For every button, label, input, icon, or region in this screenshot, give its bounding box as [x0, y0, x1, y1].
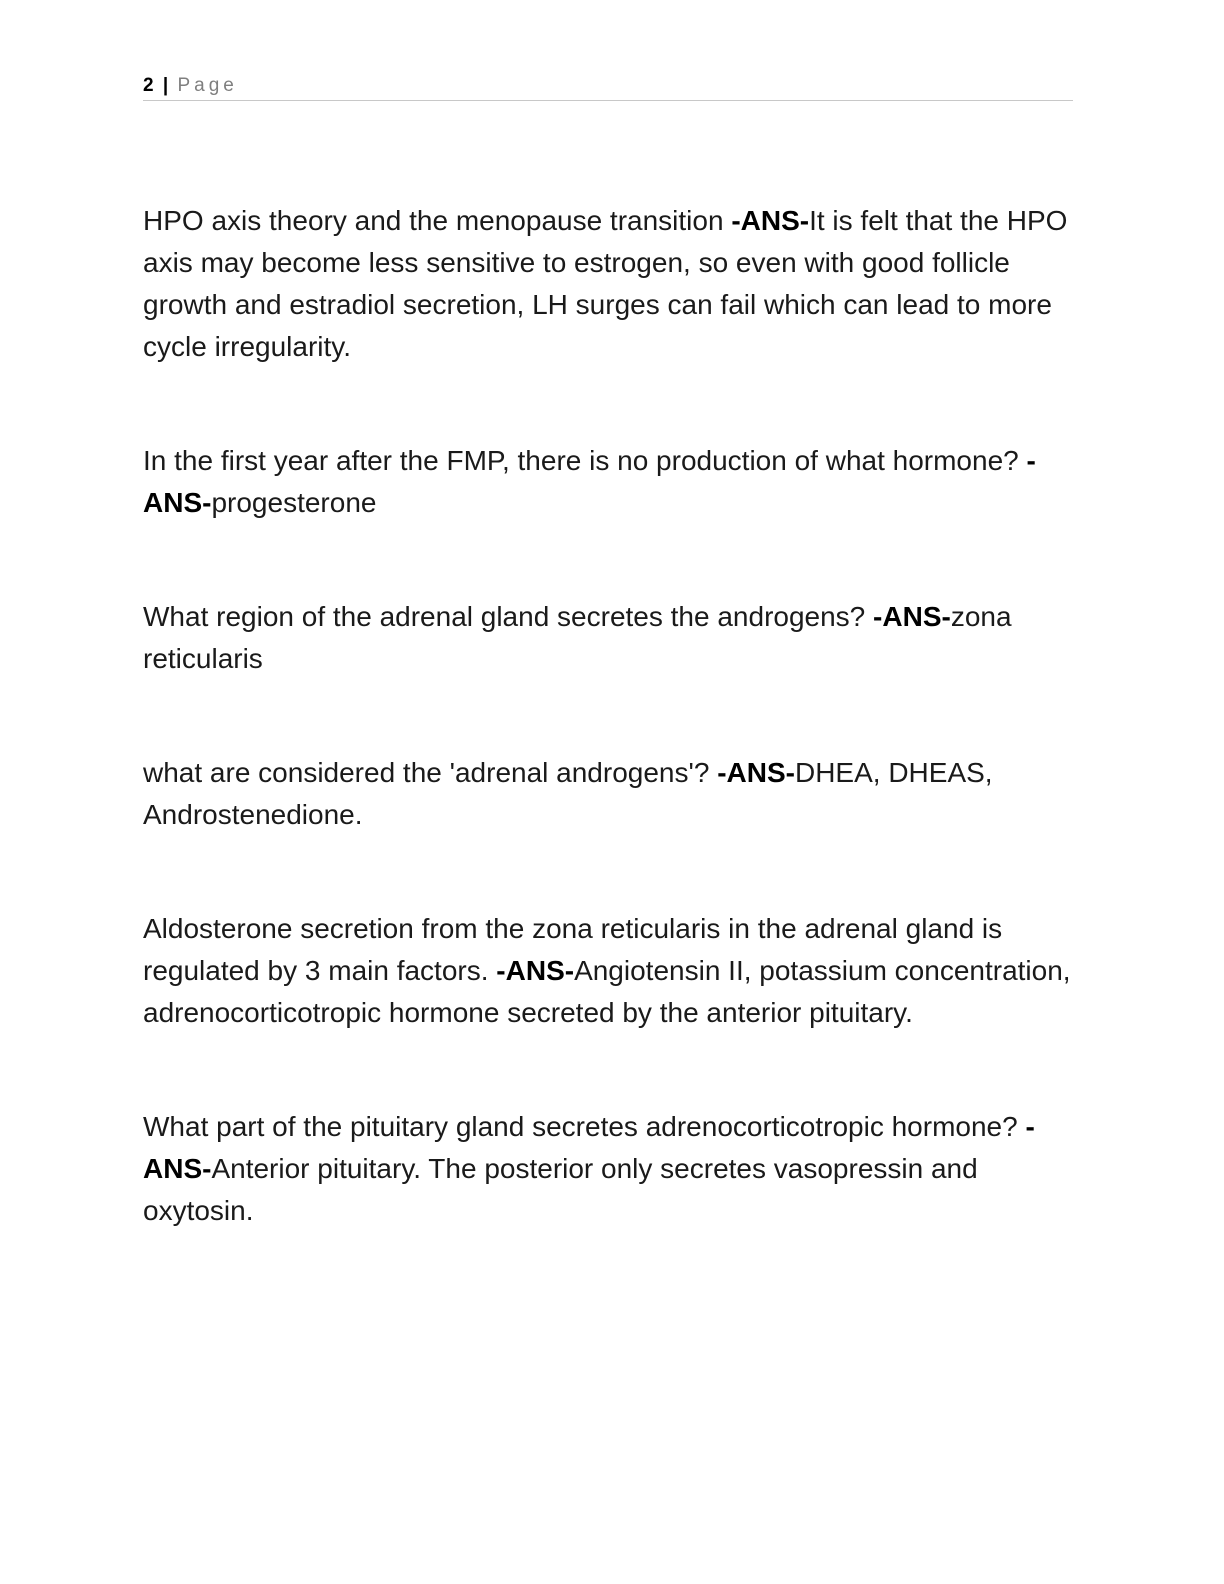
question-text: What part of the pituitary gland secretes adrenocorticotropic hormone?: [143, 1111, 1026, 1142]
qa-list: [143, 200, 1078, 1232]
qa-entry: [143, 200, 1078, 368]
answer-text: progesterone: [211, 487, 377, 518]
question-text: what are considered the 'adrenal androgens'?: [143, 757, 718, 788]
answer-marker: -ANS-: [143, 1111, 1035, 1184]
qa-entry: [143, 908, 1078, 1034]
page-separator: |: [162, 75, 169, 96]
page-header: [143, 72, 1073, 101]
answer-marker: -ANS-: [717, 757, 795, 788]
page-number: 2: [143, 75, 154, 96]
answer-text: zona reticularis: [143, 601, 1012, 674]
answer-text: DHEA, DHEAS, Androstenedione.: [143, 757, 993, 830]
answer-marker: -ANS-: [496, 955, 575, 986]
answer-text: It is felt that the HPO axis may become less sensitive to estrogen, so even with good follicle growth and estradiol secretion, LH surges can fail which can lead to more cycle irregularity.: [143, 205, 1068, 362]
question-text: In the first year after the FMP, there is no production of what hormone?: [143, 445, 1027, 476]
answer-marker: -ANS-: [731, 205, 810, 236]
qa-entry: [143, 1106, 1078, 1232]
answer-text: Anterior pituitary. The posterior only secretes vasopressin and oxytosin.: [143, 1153, 978, 1226]
qa-entry: [143, 440, 1078, 524]
qa-entry: [143, 596, 1078, 680]
question-text: What region of the adrenal gland secretes the androgens?: [143, 601, 874, 632]
page-label: Page: [177, 75, 238, 96]
qa-entry: [143, 752, 1078, 836]
answer-marker: -ANS-: [143, 445, 1036, 518]
answer-marker: -ANS-: [873, 601, 951, 632]
question-text: HPO axis theory and the menopause transition: [143, 205, 732, 236]
answer-text: Angiotensin II, potassium concentration, adrenocorticotropic hormone secreted by the anterior pituitary.: [143, 955, 1071, 1028]
question-text: Aldosterone secretion from the zona reticularis in the adrenal gland is regulated by 3 main factors.: [143, 913, 1003, 986]
